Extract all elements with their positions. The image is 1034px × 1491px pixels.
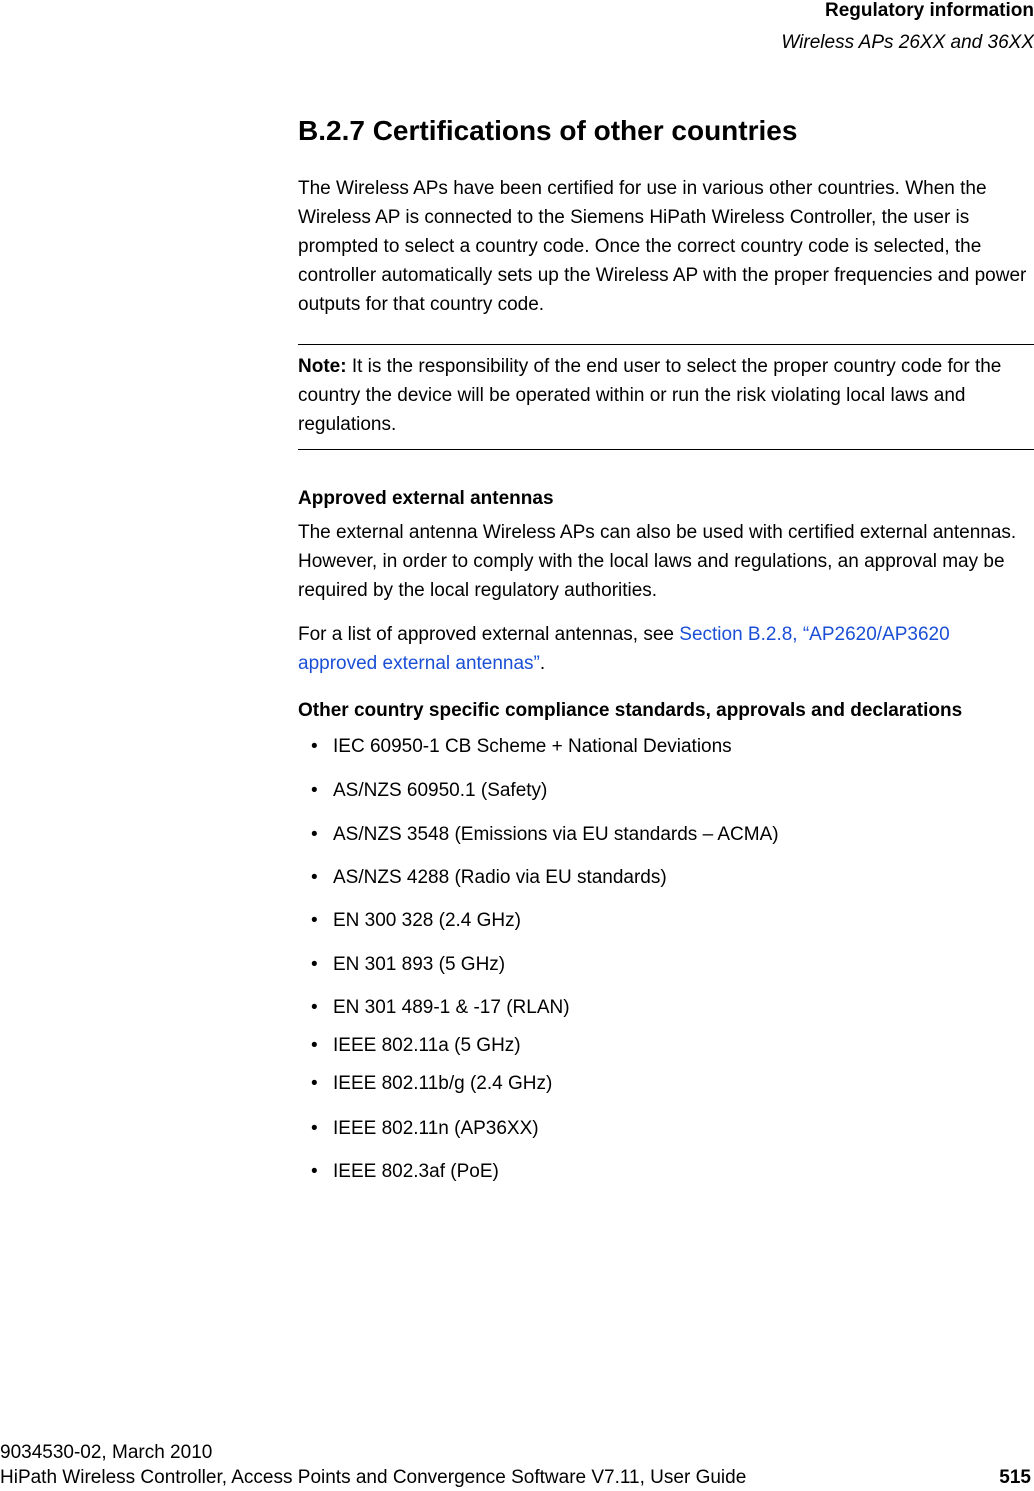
running-header-subtitle: Wireless APs 26XX and 36XX	[781, 32, 1034, 53]
intro-paragraph: The Wireless APs have been certified for use in various other countries. When the Wireless AP is connected to the Siemens HiPath Wireless Controller, the user is prompted to select a country code. Once the correct country code is selected, the controller automatically sets up the Wireless AP with the proper frequencies and power outputs for that country code.	[298, 178, 1027, 315]
reference-prefix: For a list of approved external antennas, see	[298, 624, 680, 645]
bullet-icon: •	[311, 910, 318, 931]
antennas-reference	[298, 620, 1028, 678]
bullet-icon: •	[311, 1073, 318, 1094]
bullet-icon: •	[311, 1161, 318, 1182]
note-top-rule	[298, 344, 1034, 345]
bullet-icon: •	[311, 1118, 318, 1139]
antennas-heading: Approved external antennas	[298, 488, 554, 509]
note-block	[298, 352, 1028, 439]
bullet-icon: •	[311, 867, 318, 888]
antennas-paragraph: The external antenna Wireless APs can also be used with certified external antennas. However, in order to comply with the local laws and regulations, an approval may be required by the local regulatory authorities.	[298, 522, 1017, 601]
note-text: It is the responsibility of the end user to select the proper country code for the country the device will be operated within or run the risk violating local laws and regulations.	[298, 356, 1002, 435]
running-header-title: Regulatory information	[824, 0, 1034, 21]
note-label: Note:	[298, 356, 347, 377]
reference-suffix: .	[539, 653, 546, 674]
bullet-icon: •	[311, 824, 318, 845]
bullet-icon: •	[311, 997, 318, 1018]
footer-doc-number: 9034530-02, March 2010	[0, 1442, 213, 1463]
section-heading: B.2.7 Certifications of other countries	[298, 115, 798, 146]
page-number: 515	[999, 1467, 1031, 1488]
note-bottom-rule	[298, 449, 1034, 450]
section-b28-link[interactable]: Section B.2.8, “AP2620/AP3620 approved external antennas”	[298, 624, 950, 674]
bullet-icon: •	[311, 1035, 318, 1056]
compliance-heading: Other country specific compliance standards, approvals and declarations	[298, 700, 963, 721]
bullet-icon: •	[311, 736, 318, 757]
bullet-icon: •	[311, 954, 318, 975]
footer-doc-title: HiPath Wireless Controller, Access Points and Convergence Software V7.11, User Guide	[0, 1467, 747, 1488]
bullet-icon: •	[311, 780, 318, 801]
